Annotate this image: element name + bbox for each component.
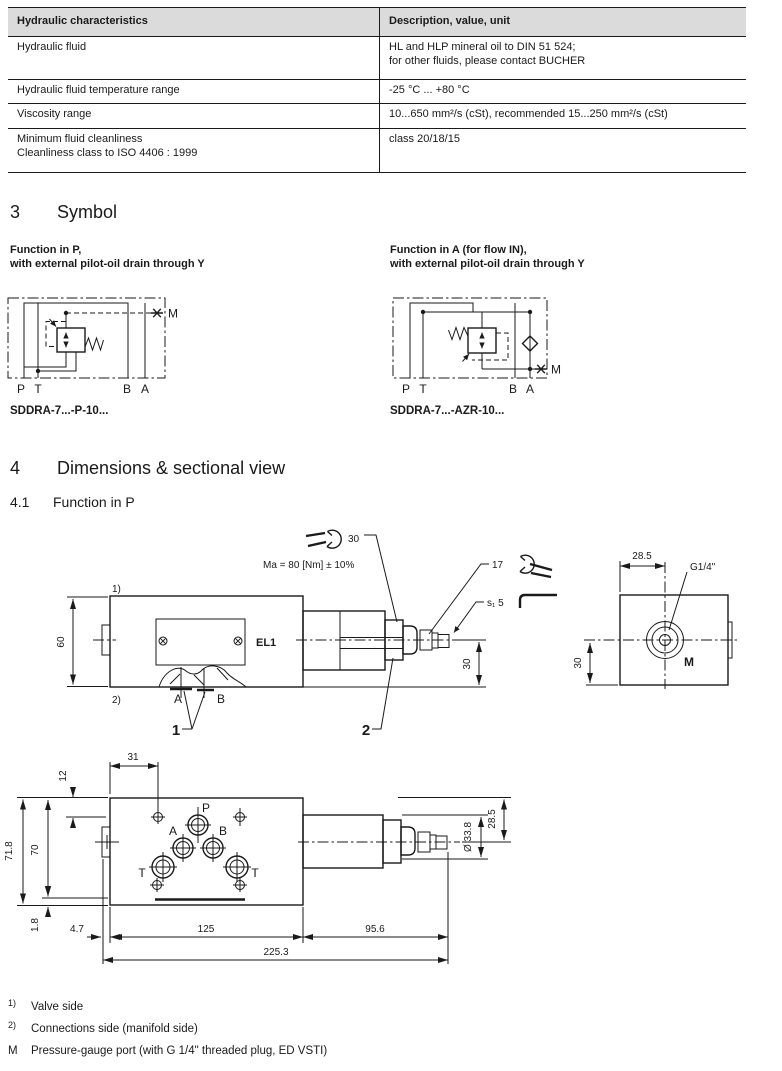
dimension-drawing-side-view (0, 518, 782, 745)
table-row (8, 80, 746, 104)
section-title: Function in P (53, 494, 135, 510)
dim-height: 60 (56, 636, 67, 648)
dim-plate-height: 70 (30, 844, 41, 856)
dim-bottom-offset: 1.8 (30, 918, 41, 932)
footnote-ref-valve-side: 1) (112, 584, 121, 595)
dim-diameter: Ø 33.8 (463, 821, 474, 853)
model-code-left: SDDRA-7...-P-10... (10, 405, 109, 417)
row-label (8, 129, 379, 172)
connection-side-sketch (159, 666, 246, 698)
callout-ports: 1 (171, 722, 181, 739)
allen-key-icon (520, 595, 557, 608)
row-value: class 20/18/15 (379, 129, 746, 172)
row-value (379, 37, 746, 79)
row-value-line: HL and HLP mineral oil to DIN 51 524; (389, 41, 576, 53)
row-label: Viscosity range (17, 108, 92, 120)
port-t-left (149, 852, 177, 882)
dim-cartridge-length: 95.6 (365, 924, 385, 935)
port-label-t-left: T (138, 866, 146, 880)
port-label-t: T (419, 382, 427, 396)
port-label-p: P (16, 382, 26, 396)
row-label-line: Minimum fluid cleanliness (17, 133, 143, 145)
section-number: 4.1 (10, 494, 30, 510)
cartridge-valve (298, 815, 460, 868)
footnote-connections-side (8, 1020, 327, 1045)
port-label-b: B (216, 692, 226, 706)
spring-icon (85, 338, 104, 350)
gauge-label: M (168, 306, 178, 321)
section-title: Dimensions & sectional view (57, 458, 286, 478)
section-heading-dimensions (10, 458, 285, 479)
symbol-caption-left (10, 244, 205, 271)
port-label-p: P (401, 382, 411, 396)
spring-icon (449, 328, 469, 340)
nameplate-label: EL1 (256, 637, 277, 649)
wrench-icon (306, 530, 341, 548)
section-heading-symbol (10, 202, 117, 223)
port-label-b: B (508, 382, 518, 396)
table-header-characteristics: Hydraulic characteristics (17, 15, 148, 27)
footnote-text: Valve side (31, 1001, 84, 1013)
dim-gauge-offset: 28.5 (632, 551, 652, 562)
section-title: Symbol (57, 202, 118, 222)
symbol-diagram-function-a (393, 298, 561, 396)
section-heading-function-p (10, 494, 135, 511)
torque-note: Ma = 80 [Nm] ± 10% (263, 560, 355, 571)
gauge-port-icon (151, 309, 163, 317)
hydraulic-symbols (0, 290, 782, 420)
port-label-a: A (140, 382, 150, 396)
row-label-line: Cleanliness class to ISO 4406 : 1999 (17, 146, 198, 159)
port-label-a: A (173, 692, 183, 706)
dim-locknut-wrench-size: 17 (492, 560, 504, 571)
row-value-line: for other fluids, please contact BUCHER (389, 54, 586, 67)
dim-total-height: 71.8 (4, 841, 15, 861)
screw-icon (234, 637, 242, 645)
dim-left-offset: 4.7 (70, 924, 84, 935)
table-row (8, 129, 746, 173)
section-number: 3 (10, 202, 21, 222)
port-label-b: B (218, 824, 228, 838)
table-row (8, 37, 746, 80)
port-label-a: A (525, 382, 535, 396)
port-a (170, 834, 196, 862)
table-header-row (8, 8, 746, 37)
end-view (584, 562, 739, 689)
port-b (200, 834, 226, 862)
symbol-caption-right (390, 244, 585, 271)
port-label-a: A (168, 824, 178, 838)
caption-line: Function in P, (10, 244, 82, 256)
port-label-p: P (201, 801, 211, 815)
row-value: -25 °C ... +80 °C (379, 80, 746, 103)
table-row (8, 104, 746, 129)
caption-line: with external pilot-oil drain through Y (390, 257, 585, 270)
footnote-text: Connections side (manifold side) (31, 1023, 198, 1035)
caption-line: Function in A (for flow IN), (390, 244, 527, 256)
gauge-label: M (684, 655, 694, 669)
footnote-ref-connection-side: 2) (112, 695, 121, 706)
dim-plate-width: 125 (197, 924, 215, 935)
section-number: 4 (10, 458, 21, 478)
dimension-drawing-top-view (0, 748, 782, 980)
dim-wrench-size: 30 (348, 534, 360, 545)
model-code-right: SDDRA-7...-AZR-10... (390, 405, 505, 417)
gauge-label: M (551, 362, 561, 377)
dim-hole-top: 12 (58, 770, 69, 782)
wrench-icon (520, 555, 552, 577)
manifold-plate (95, 798, 303, 905)
caption-line: with external pilot-oil drain through Y (10, 257, 205, 270)
dim-allen-key-size: s₁ 5 (487, 598, 504, 609)
table-header-description: Description, value, unit (379, 8, 746, 36)
footnote-text: Pressure-gauge port (with G 1/4" threaded plug, ED VSTI) (31, 1045, 328, 1057)
footnote-valve-side (8, 998, 327, 1023)
thread-label: G1/4" (690, 562, 716, 573)
port-label-b: B (122, 382, 132, 396)
symbol-diagram-function-p (8, 298, 178, 396)
port-label-t-right: T (251, 866, 259, 880)
row-label: Hydraulic fluid temperature range (17, 84, 180, 96)
gauge-port-icon (535, 365, 547, 373)
row-label: Hydraulic fluid (17, 41, 87, 53)
hydraulic-characteristics-table (8, 7, 746, 173)
footnote-gauge-port (8, 1045, 327, 1067)
dim-hole-offset: 31 (127, 752, 139, 763)
footnote-marker: 1) (8, 998, 17, 1008)
footnote-marker: M (8, 1045, 18, 1057)
dim-gauge-center: 30 (573, 657, 584, 669)
dim-total-width: 225.3 (263, 947, 289, 958)
row-value: 10...650 mm²/s (cSt), recommended 15...250 mm²/s (cSt) (379, 104, 746, 128)
screw-icon (159, 637, 167, 645)
footnotes (8, 998, 328, 1067)
footnote-marker: 2) (8, 1020, 17, 1030)
port-t-right (223, 852, 251, 882)
dim-adjust-length: 30 (462, 658, 473, 670)
port-label-t: T (34, 382, 42, 396)
callout-adjust: 2 (361, 722, 371, 739)
dim-center-offset: 28.5 (487, 809, 498, 829)
